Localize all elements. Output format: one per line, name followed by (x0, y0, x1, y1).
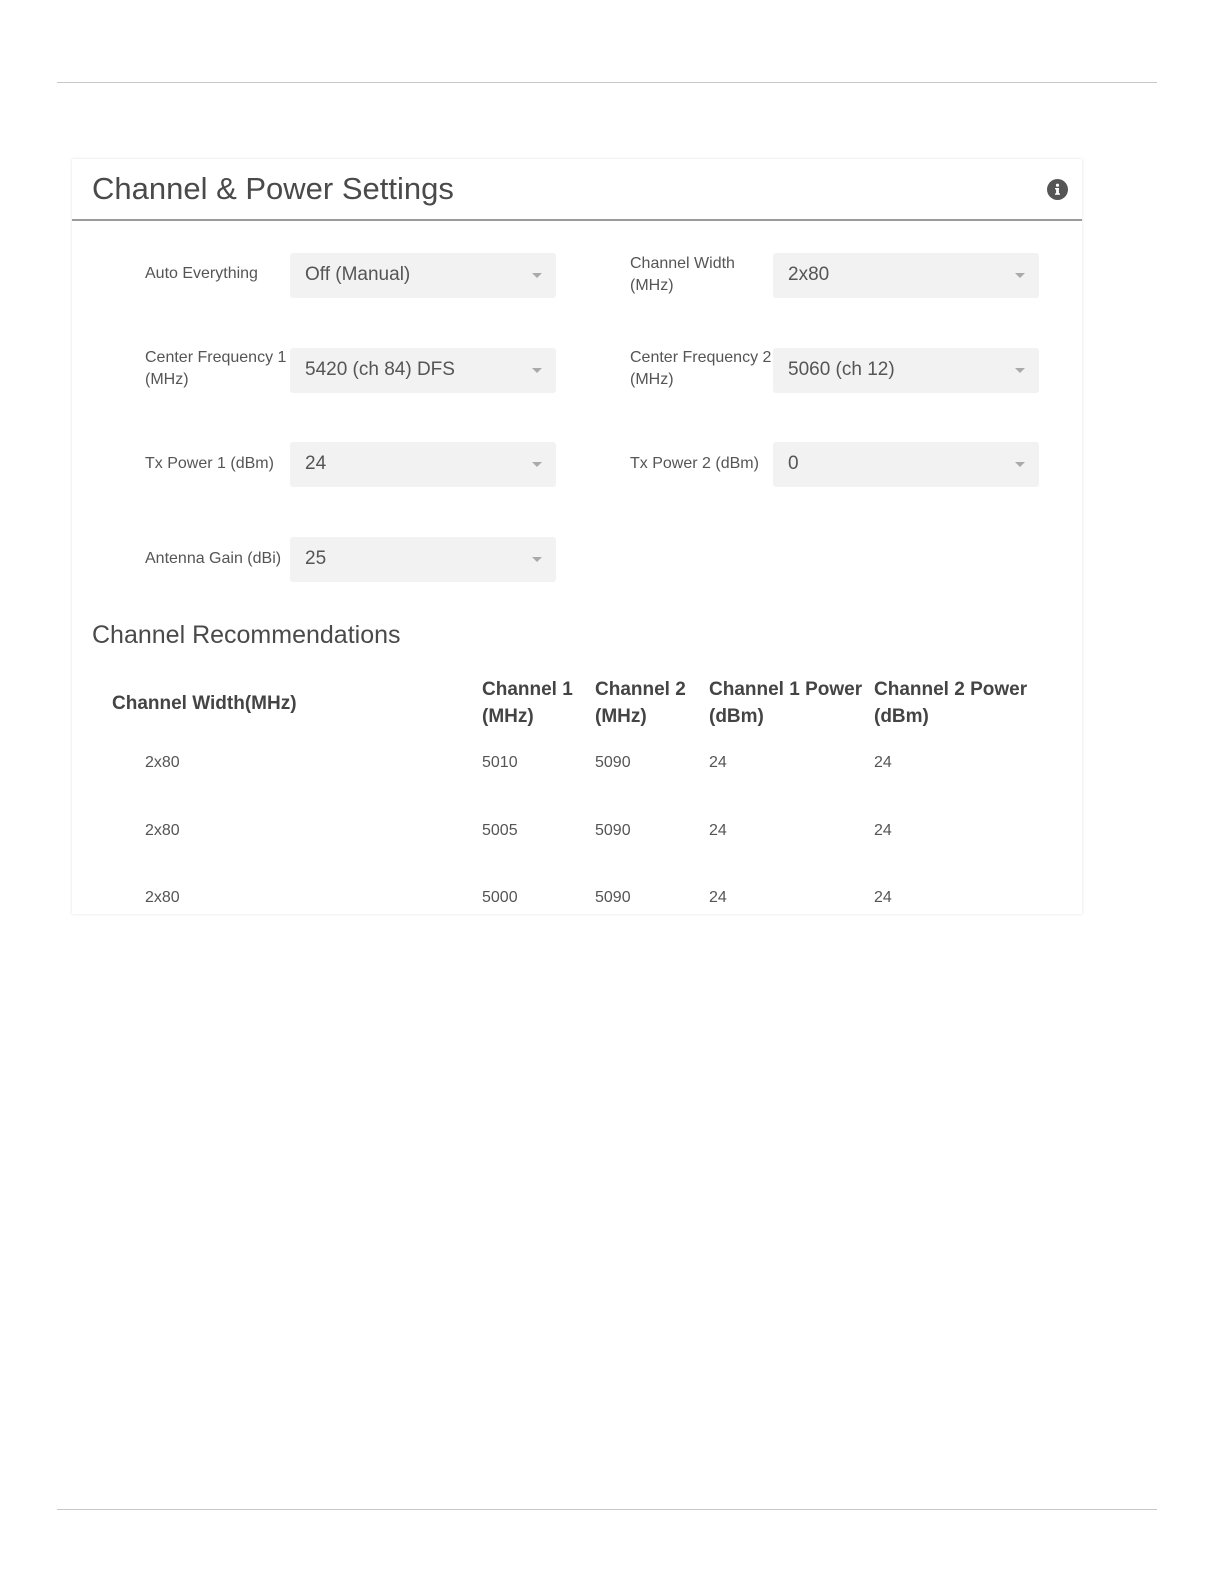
chevron-down-icon (1015, 368, 1025, 373)
table-header-channel-2-power-line2: (dBm) (874, 706, 929, 727)
table-header-channel-width: Channel Width(MHz) (112, 693, 297, 714)
center-frequency-1-value: 5420 (ch 84) DFS (305, 359, 455, 380)
channel-width-label (630, 253, 780, 297)
table-cell-channel-2: 5090 (595, 754, 631, 771)
antenna-gain-label: Antenna Gain (dBi) (145, 550, 282, 567)
channel-recommendations-title: Channel Recommendations (92, 621, 401, 649)
chevron-down-icon (532, 557, 542, 562)
tx-power-1-label: Tx Power 1 (dBm) (145, 455, 274, 472)
table-cell-channel-1: 5010 (482, 754, 518, 771)
table-cell-width: 2x80 (145, 822, 180, 839)
table-header-channel-1-power-line1: Channel 1 Power (709, 679, 863, 700)
channel-power-settings-panel (72, 159, 1082, 914)
chevron-down-icon (532, 368, 542, 373)
auto-everything-label: Auto Everything (145, 265, 258, 282)
center-frequency-1-label (145, 347, 295, 391)
channel-width-label-line2: (MHz) (630, 277, 674, 294)
table-cell-width: 2x80 (145, 754, 180, 771)
chevron-down-icon (532, 273, 542, 278)
center-frequency-2-label-line2: (MHz) (630, 371, 674, 388)
center-frequency-2-select[interactable] (773, 348, 1039, 393)
table-header-channel-1-line2: (MHz) (482, 706, 534, 727)
channel-width-select[interactable] (773, 253, 1039, 298)
tx-power-2-label: Tx Power 2 (dBm) (630, 455, 759, 472)
panel-header (72, 159, 1082, 221)
tx-power-1-select[interactable] (290, 442, 556, 487)
tx-power-1-value: 24 (305, 453, 327, 474)
tx-power-2-select[interactable] (773, 442, 1039, 487)
table-header-channel-2-line1: Channel 2 (595, 679, 686, 700)
table-header-channel-1 (482, 676, 573, 730)
info-glyph-icon (1047, 179, 1068, 200)
table-cell-channel-1: 5000 (482, 889, 518, 906)
channel-width-value: 2x80 (788, 264, 830, 285)
table-header-channel-2 (595, 676, 686, 730)
antenna-gain-select[interactable] (290, 537, 556, 582)
table-header-channel-2-power (874, 676, 1027, 730)
table-cell-channel-1-power: 24 (709, 822, 727, 839)
table-cell-channel-1: 5005 (482, 822, 518, 839)
table-header-channel-1-power (709, 676, 862, 730)
table-header-channel-1-line1: Channel 1 (482, 679, 573, 700)
table-cell-channel-2: 5090 (595, 822, 631, 839)
table-cell-channel-2-power: 24 (874, 822, 892, 839)
page-top-divider (57, 82, 1157, 83)
center-frequency-1-label-line1: Center Frequency 1 (145, 349, 287, 366)
table-cell-channel-1-power: 24 (709, 889, 727, 906)
chevron-down-icon (532, 462, 542, 467)
center-frequency-1-label-line2: (MHz) (145, 371, 189, 388)
center-frequency-2-label-line1: Center Frequency 2 (630, 349, 772, 366)
auto-everything-select[interactable] (290, 253, 556, 298)
auto-everything-value: Off (Manual) (305, 264, 411, 285)
table-cell-channel-1-power: 24 (709, 754, 727, 771)
page-bottom-divider (57, 1509, 1157, 1510)
table-header-channel-1-power-line2: (dBm) (709, 706, 764, 727)
channel-width-label-line1: Channel Width (630, 255, 735, 272)
antenna-gain-value: 25 (305, 548, 327, 569)
table-header-channel-2-line2: (MHz) (595, 706, 647, 727)
table-cell-width: 2x80 (145, 889, 180, 906)
center-frequency-2-value: 5060 (ch 12) (788, 359, 895, 380)
table-header-channel-2-power-line1: Channel 2 Power (874, 679, 1028, 700)
table-cell-channel-2-power: 24 (874, 889, 892, 906)
center-frequency-1-select[interactable] (290, 348, 556, 393)
tx-power-2-value: 0 (788, 453, 799, 474)
table-cell-channel-2-power: 24 (874, 754, 892, 771)
table-cell-channel-2: 5090 (595, 889, 631, 906)
chevron-down-icon (1015, 462, 1025, 467)
center-frequency-2-label (630, 347, 780, 391)
chevron-down-icon (1015, 273, 1025, 278)
panel-title: Channel & Power Settings (92, 171, 454, 206)
info-icon[interactable] (1047, 179, 1068, 200)
